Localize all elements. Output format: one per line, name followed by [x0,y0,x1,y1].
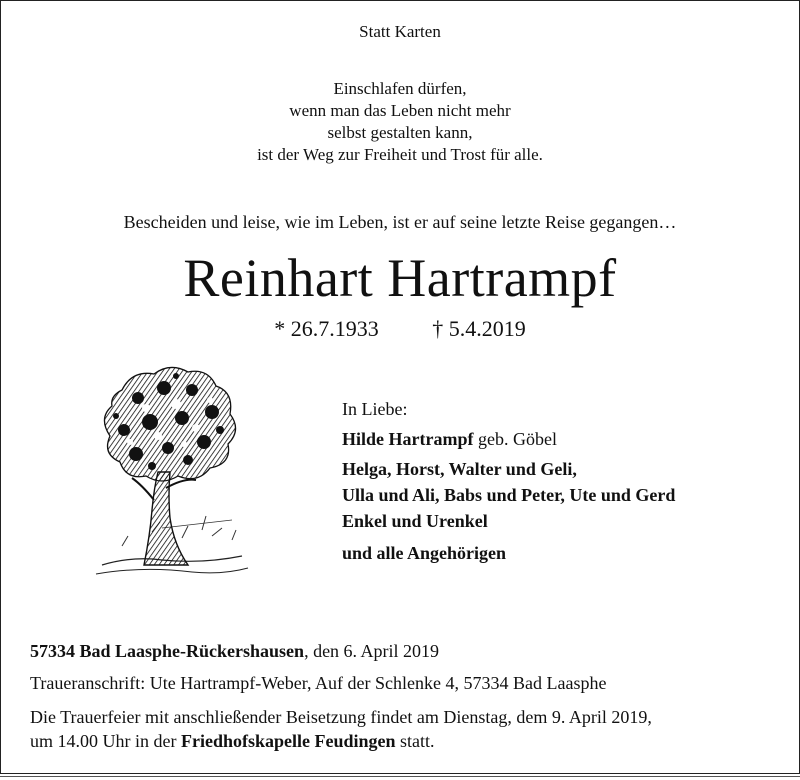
statt-karten: Statt Karten [359,22,441,41]
spouse-line [342,426,675,452]
tree-icon [92,360,252,580]
death-date: † 5.4.2019 [432,316,526,341]
spouse-maiden-name: geb. Göbel [477,429,557,449]
ceremony-location: Friedhofskapelle Feudingen [180,731,396,751]
children-line: Ulla und Ali, Babs und Peter, Ute und Gerd [342,485,676,505]
poem [0,78,800,166]
deceased-name: Reinhart Hartrampf [183,248,617,308]
ceremony-line: Die Trauerfeier mit anschließender Beisetzung findet am Dienstag, dem 9. April 2019, [30,707,652,727]
poem-line: selbst gestalten kann, [327,123,473,142]
poem-line: wenn man das Leben nicht mehr [289,101,511,120]
children-line: Helga, Horst, Walter und Geli, [342,459,577,479]
place-date-line [30,639,790,663]
poem-line: ist der Weg zur Freiheit und Trost für alle. [257,145,543,164]
notice-date: , den 6. April 2019 [304,641,440,661]
place-name: 57334 Bad Laasphe-Rückershausen [30,641,305,661]
birth-date: * 26.7.1933 [274,316,379,341]
spouse-name: Hilde Hartrampf [342,429,474,449]
grandchildren-line: Enkel und Urenkel [342,511,488,531]
relatives-line: und alle Angehörigen [342,543,507,563]
bottom-rule [0,776,800,777]
mourners-intro: In Liebe: [342,399,408,419]
ceremony-time: um 14.00 Uhr in der [30,731,181,751]
life-dates [0,316,800,342]
ceremony-end: statt. [395,731,435,751]
ceremony-info [30,705,790,753]
poem-line: Einschlafen dürfen, [333,79,467,98]
farewell-sentence: Bescheiden und leise, wie im Leben, ist er auf seine letzte Reise gegangen… [123,212,677,232]
mourning-address: Traueranschrift: Ute Hartrampf-Weber, Auf der Schlenke 4, 57334 Bad Laasphe [30,673,607,693]
ceremony-line [30,729,790,753]
mourners-list [342,396,675,566]
